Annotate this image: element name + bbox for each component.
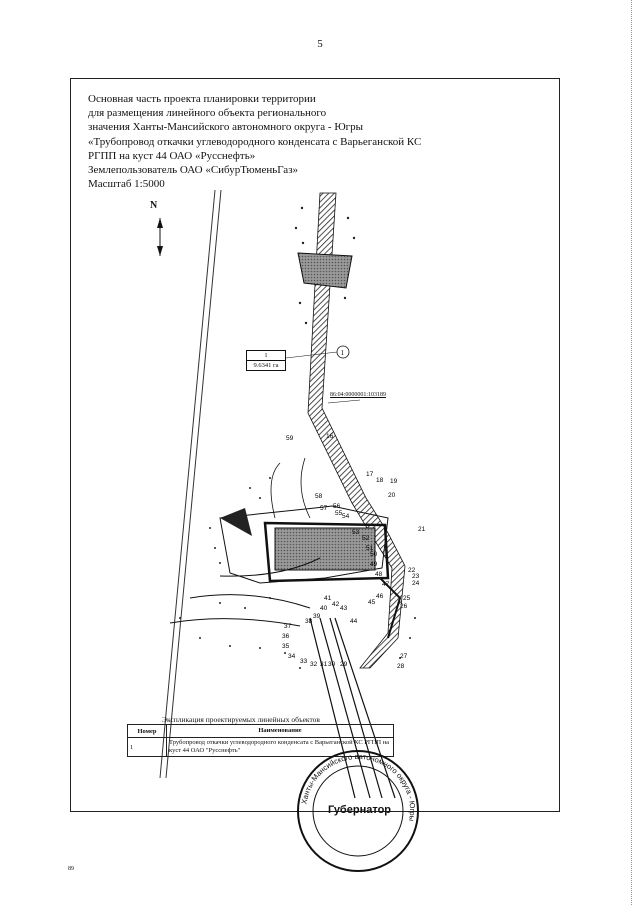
point-label: 51	[366, 545, 374, 552]
header-line: значения Ханты-Мансийского автономного округа - Югры	[88, 121, 364, 134]
point-label: 37	[284, 623, 292, 630]
legend-row-number: 1	[128, 738, 167, 757]
point-label: 24	[412, 580, 420, 587]
point-label: 22	[408, 567, 416, 574]
stamp-ring-textpath: Ханты-Мансийского автономного округа - Югры	[299, 751, 418, 822]
point-label: 43	[340, 605, 348, 612]
legend-col-name: Наименование	[167, 725, 394, 738]
existing-line	[190, 595, 310, 608]
point-label: 34	[288, 653, 296, 660]
left-triangle-shape	[220, 508, 252, 536]
footer-mark: 89	[68, 866, 74, 872]
north-label: N	[150, 200, 158, 211]
header-line: для размещения линейного объекта регионального	[88, 107, 327, 120]
point-label: 56	[333, 503, 341, 510]
point-label: 19	[390, 478, 398, 485]
point-label: 33	[300, 658, 308, 665]
north-arrow-icon	[157, 218, 163, 256]
point-label: 45	[368, 599, 376, 606]
point-label: 31	[320, 661, 328, 668]
point-label: 50	[370, 551, 378, 558]
point-label: 16	[326, 433, 334, 440]
leader-line	[328, 400, 360, 403]
point-label: 38	[305, 618, 313, 625]
existing-line	[271, 463, 280, 518]
header-line: Землепользователь ОАО «СибурТюменьГаз»	[88, 164, 299, 177]
road-line	[166, 190, 221, 778]
point-label: 30	[328, 661, 336, 668]
point-label: 47	[382, 581, 390, 588]
legend-row-name: Трубопровод откачки углеводородного конденсата с Варьеганской КС РГПП на куст 44 ОАО "Русснефть"	[167, 738, 394, 757]
header-line: РГПП на куст 44 ОАО «Русснефть»	[88, 149, 256, 162]
top-pad	[298, 253, 352, 288]
parcel-number: 1	[247, 351, 285, 361]
legend-header-row	[128, 725, 394, 738]
point-label: 57	[320, 505, 328, 512]
point-label: 25	[403, 595, 411, 602]
parcel-area: 9.6341 га	[253, 362, 279, 369]
point-label: 59	[286, 435, 294, 442]
header-line: Основная часть проекта планировки территории	[88, 93, 316, 105]
cadastral-number: 86:04:0000001:103189	[330, 392, 387, 398]
well-pad-inner	[275, 528, 375, 570]
page-number: 5	[317, 38, 323, 50]
point-label: 21	[418, 526, 426, 533]
point-label: 20	[388, 492, 396, 499]
stamp-title: Губернатор	[328, 804, 392, 816]
point-label: 46	[376, 593, 384, 600]
point-label: 35	[282, 643, 290, 650]
point-label: 39	[313, 613, 321, 620]
point-label: 29	[340, 661, 348, 668]
point-label: 49	[370, 561, 378, 568]
point-label: 26	[400, 603, 408, 610]
legend-title: Экспликация проектируемых линейных объектов	[162, 715, 320, 724]
point-label: 52	[362, 535, 370, 542]
point-label: 41	[324, 595, 332, 602]
point-label: 17	[366, 471, 374, 478]
parcel-label-box	[246, 350, 286, 371]
scale-line: Масштаб 1:5000	[88, 178, 165, 191]
point-label: 54	[342, 513, 350, 520]
existing-line	[170, 619, 300, 626]
point-label: 44	[350, 618, 358, 625]
point-label: 48	[375, 571, 383, 578]
point-label: 28	[397, 663, 405, 670]
point-label: 42	[332, 601, 340, 608]
callout-label: 1	[340, 349, 344, 357]
point-label: 32	[310, 661, 318, 668]
point-label: 23	[412, 573, 420, 580]
road-line	[160, 190, 215, 778]
point-label: 40	[320, 605, 328, 612]
point-label: 27	[400, 653, 408, 660]
legend-col-number: Номер	[128, 725, 167, 738]
point-label: 18	[376, 477, 384, 484]
point-label: 53	[352, 529, 360, 536]
scan-edge-dots	[629, 0, 632, 905]
header-line: «Трубопровод откачки углеводородного конденсата с Варьеганской КС	[88, 135, 422, 148]
point-label: 36	[282, 633, 290, 640]
site-plan-map	[70, 78, 558, 810]
point-label: 58	[315, 493, 323, 500]
point-label: 55	[335, 510, 343, 517]
